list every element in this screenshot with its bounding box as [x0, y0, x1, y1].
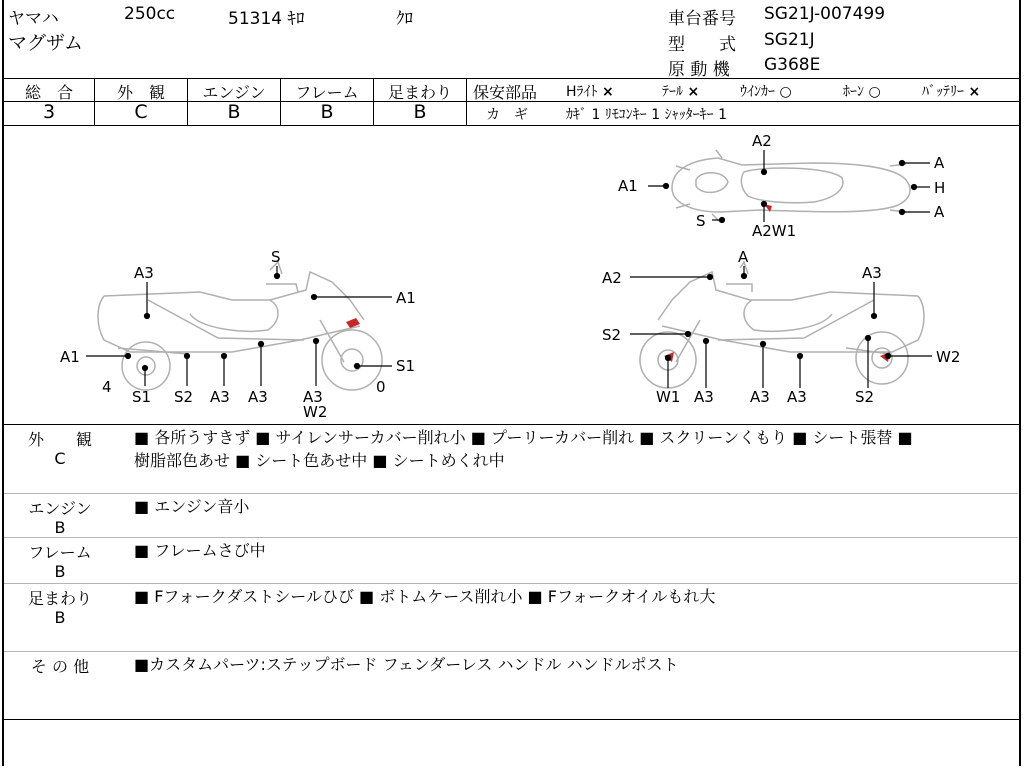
- diagram-label: W1: [656, 388, 681, 406]
- section-divider: [4, 493, 1018, 494]
- safety-item-headlight: Hﾗｲﾄ ×: [566, 84, 614, 100]
- exterior-notes-line: ■ 各所うすきず ■ サイレンサーカバー削れ小 ■ プーリーカバー削れ ■ スクリーンくもり ■ シート張替 ■: [134, 428, 913, 447]
- key-label: カ ギ: [486, 107, 528, 123]
- maker: ヤマハ: [8, 9, 59, 29]
- frame-section-label: フレーム: [28, 543, 92, 562]
- engine-value: G368E: [764, 55, 821, 75]
- grade-header-suspension: 足まわり: [387, 83, 452, 102]
- ng-mark-icon: ×: [687, 84, 700, 100]
- suspension-section-grade: B: [54, 608, 66, 627]
- diagram-label: S1: [132, 388, 152, 406]
- diagram-label: S2: [602, 326, 622, 344]
- diagram-label: 4: [102, 378, 112, 396]
- engine-section-label: エンジン: [28, 499, 92, 518]
- frame-section-grade: B: [54, 562, 66, 581]
- scooter-top-view: [672, 150, 910, 222]
- type-label: 型 式: [668, 35, 736, 55]
- diagram-label: A: [738, 248, 749, 266]
- engine-section-grade: B: [54, 518, 66, 537]
- grade-frame: B: [320, 101, 334, 123]
- ok-mark-icon: ○: [868, 84, 881, 100]
- damage-diagram: [0, 126, 1024, 424]
- diagram-label: A3: [787, 388, 807, 406]
- diagram-label: S: [696, 212, 706, 230]
- grade-header-exterior: 外 観: [116, 83, 165, 102]
- grade-header-engine: エンジン: [202, 83, 266, 102]
- rule: [2, 424, 1021, 425]
- exterior-notes-line: 樹脂部色あせ ■ シート色あせ中 ■ シートめくれ中: [134, 451, 505, 470]
- diagram-label: 0: [376, 378, 386, 396]
- exterior-label: 外 観: [27, 430, 92, 449]
- engine-notes-line: ■ エンジン音小: [134, 497, 250, 516]
- color: ｸﾛ: [396, 9, 413, 29]
- diagram-label: A1: [60, 348, 80, 366]
- diagram-label: A2: [602, 269, 622, 287]
- diagram-label: A2: [752, 132, 772, 150]
- frame-no-label: 車台番号: [668, 9, 736, 29]
- diagram-label: A2W1: [752, 222, 797, 240]
- rule: [2, 719, 1021, 720]
- diagram-label: S2: [855, 388, 875, 406]
- grade-engine: B: [227, 101, 241, 123]
- ng-mark-icon: ×: [601, 84, 614, 100]
- safety-item-battery: ﾊﾞｯﾃﾘｰ ×: [922, 84, 981, 100]
- divider: [466, 78, 467, 125]
- frame-no: SG21J-007499: [764, 4, 886, 24]
- diagram-label: A3: [694, 388, 714, 406]
- grade-overall: 3: [42, 101, 56, 123]
- diagram-label: A3: [210, 388, 230, 406]
- ng-mark-icon: ×: [968, 84, 981, 100]
- suspension-section-label: 足まわり: [27, 589, 92, 608]
- type-value: SG21J: [764, 30, 815, 50]
- grade-header-overall: 総 合: [24, 83, 73, 102]
- diagram-label: A: [934, 203, 945, 221]
- engine-label: 原 動 機: [668, 60, 730, 80]
- section-divider: [4, 583, 1018, 584]
- frame-notes-line: ■ フレームさび中: [134, 541, 266, 560]
- suspension-notes-line: ■ Fフォークダストシールひび ■ ボトムケース削れ小 ■ Fフォークオイルもれ大: [134, 587, 716, 606]
- exterior-grade: C: [54, 449, 66, 468]
- diagram-label: A1: [618, 177, 638, 195]
- diagram-label: A3: [248, 388, 268, 406]
- diagram-label: W2: [303, 403, 328, 421]
- displacement: 250cc: [124, 4, 176, 24]
- section-divider: [4, 651, 1018, 652]
- other-section-label: そ の 他: [30, 657, 90, 676]
- grade-suspension: B: [413, 101, 427, 123]
- diagram-label: A: [934, 154, 945, 172]
- model-name: マグザム: [8, 32, 84, 54]
- ok-mark-icon: ○: [779, 84, 792, 100]
- rule: [468, 101, 1021, 102]
- safety-label: 保安部品: [473, 83, 538, 102]
- diagram-label: S2: [174, 388, 194, 406]
- diagram-label: S1: [396, 357, 416, 375]
- other-notes-line: ■カスタムパーツ:ステップボード フェンダーレス ハンドル ハンドルポスト: [134, 655, 679, 674]
- diagram-label: A3: [862, 264, 882, 282]
- mileage: 51314 ｷﾛ: [228, 9, 305, 29]
- grade-exterior: C: [134, 101, 148, 123]
- safety-item-winker: ｳｲﾝｶｰ ○: [740, 84, 792, 100]
- diagram-label: A3: [750, 388, 770, 406]
- grade-header-frame: フレーム: [295, 83, 359, 102]
- diagram-label: A1: [396, 289, 416, 307]
- diagram-labels: [60, 132, 960, 421]
- safety-item-horn: ﾎｰﾝ ○: [843, 84, 881, 100]
- diagram-label: H: [934, 179, 946, 197]
- section-divider: [4, 537, 1018, 538]
- diagram-label: S: [271, 248, 281, 266]
- rule: [2, 78, 1021, 79]
- safety-item-tail: ﾃｰﾙ ×: [662, 84, 700, 100]
- diagram-label: W2: [936, 348, 961, 366]
- key-value: ｶｷﾞ 1 ﾘﾓｺﾝｷｰ 1 ｼｬｯﾀｰｷｰ 1: [566, 107, 727, 123]
- diagram-label: A3: [303, 388, 323, 406]
- diagram-label: A3: [134, 264, 154, 282]
